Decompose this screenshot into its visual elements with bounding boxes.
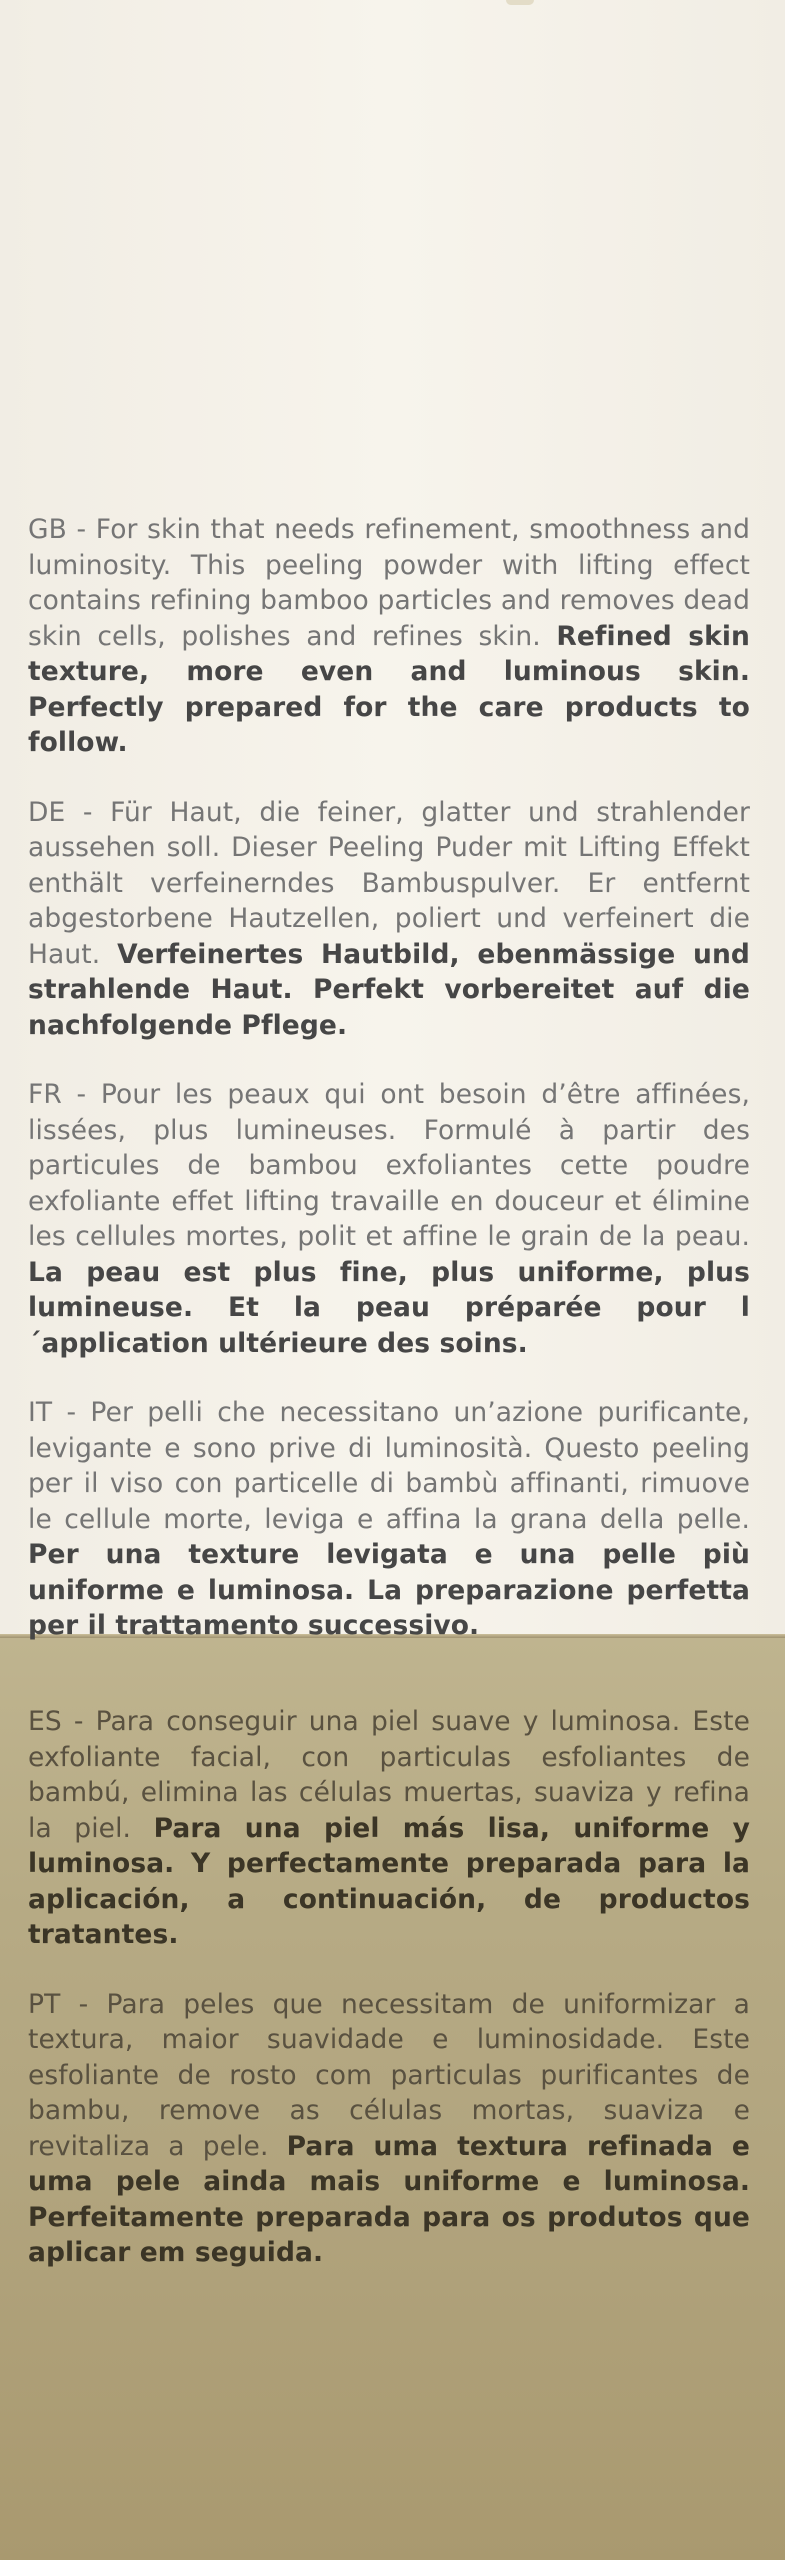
paragraph-fr-regular: FR - Pour les peaux qui ont besoin d’être affinées, lissées, plus lumineuses. Formulé à partir des particules de bambou exfoliantes cette poudre exfoliante effet lifting travaille en douceur et élimine les cellules mortes, polit et affine le grain de la peau. [28, 1079, 750, 1252]
paragraph-pt-bold: Para uma textura refinada e uma pele ainda mais uniforme e luminosa. Perfeitamente preparada para os produtos que aplicar em seguida. [28, 2130, 751, 2268]
upper-text-block [28, 512, 750, 1678]
paragraph-es [28, 1704, 750, 1953]
package-top-mark [506, 0, 534, 5]
paragraph-pt-regular: PT - Para peles que necessitam de uniformizar a textura, maior suavidade e luminosidade. Este esfoliante de rosto com particulas purificantes de bambu, remove as células mortas, suaviza e revitaliza a pele. [28, 1988, 750, 2162]
paragraph-gb-regular: GB - For skin that needs refinement, smoothness and luminosity. This peeling powder with lifting effect contains refining bamboo particles and removes dead skin cells, polishes and refines skin. [28, 514, 750, 652]
paragraph-it-regular: IT - Per pelli che necessitano un’azione purificante, levigante e sono prive di luminosità. Questo peeling per il viso con particelle di bambù affinanti, rimuove le cellule morte, leviga e affina la grana della pelle. [28, 1397, 750, 1535]
paragraph-it [28, 1395, 750, 1644]
paragraph-gb [28, 512, 750, 761]
paragraph-pt [28, 1987, 750, 2271]
paragraph-es-bold: Para una piel más lisa, uniforme y luminosa. Y perfectamente preparada para la aplicación, a continuación, de productos tratantes. [28, 1812, 750, 1950]
paragraph-de-bold: Verfeinertes Hautbild, ebenmässige und strahlende Haut. Perfekt vorbereitet auf die nachfolgende Pflege. [28, 938, 750, 1041]
paragraph-de [28, 795, 750, 1044]
paragraph-fr [28, 1077, 750, 1361]
paragraph-de-regular: DE - Für Haut, die feiner, glatter und strahlender aussehen soll. Dieser Peeling Puder mit Lifting Effekt enthält verfeinerndes Bambuspulver. Er entfernt abgestorbene Hautzellen, poliert und verfeinert die Haut. [28, 796, 750, 970]
paragraph-es-regular: ES - Para conseguir una piel suave y luminosa. Este exfoliante facial, con particulas esfoliantes de bambú, elimina las células muertas, suaviza y refina la piel. [28, 1706, 750, 1844]
paragraph-gb-bold: Refined skin texture, more even and luminous skin. Perfectly prepared for the care products to follow. [28, 620, 750, 758]
lower-text-block [28, 1704, 750, 2305]
paragraph-it-bold: Per una texture levigata e una pelle più uniforme e luminosa. La preparazione perfetta per il trattamento successivo. [28, 1539, 750, 1641]
paragraph-fr-bold: La peau est plus fine, plus uniforme, plus lumineuse. Et la peau préparée pour l´application ultérieure des soins. [28, 1256, 750, 1359]
